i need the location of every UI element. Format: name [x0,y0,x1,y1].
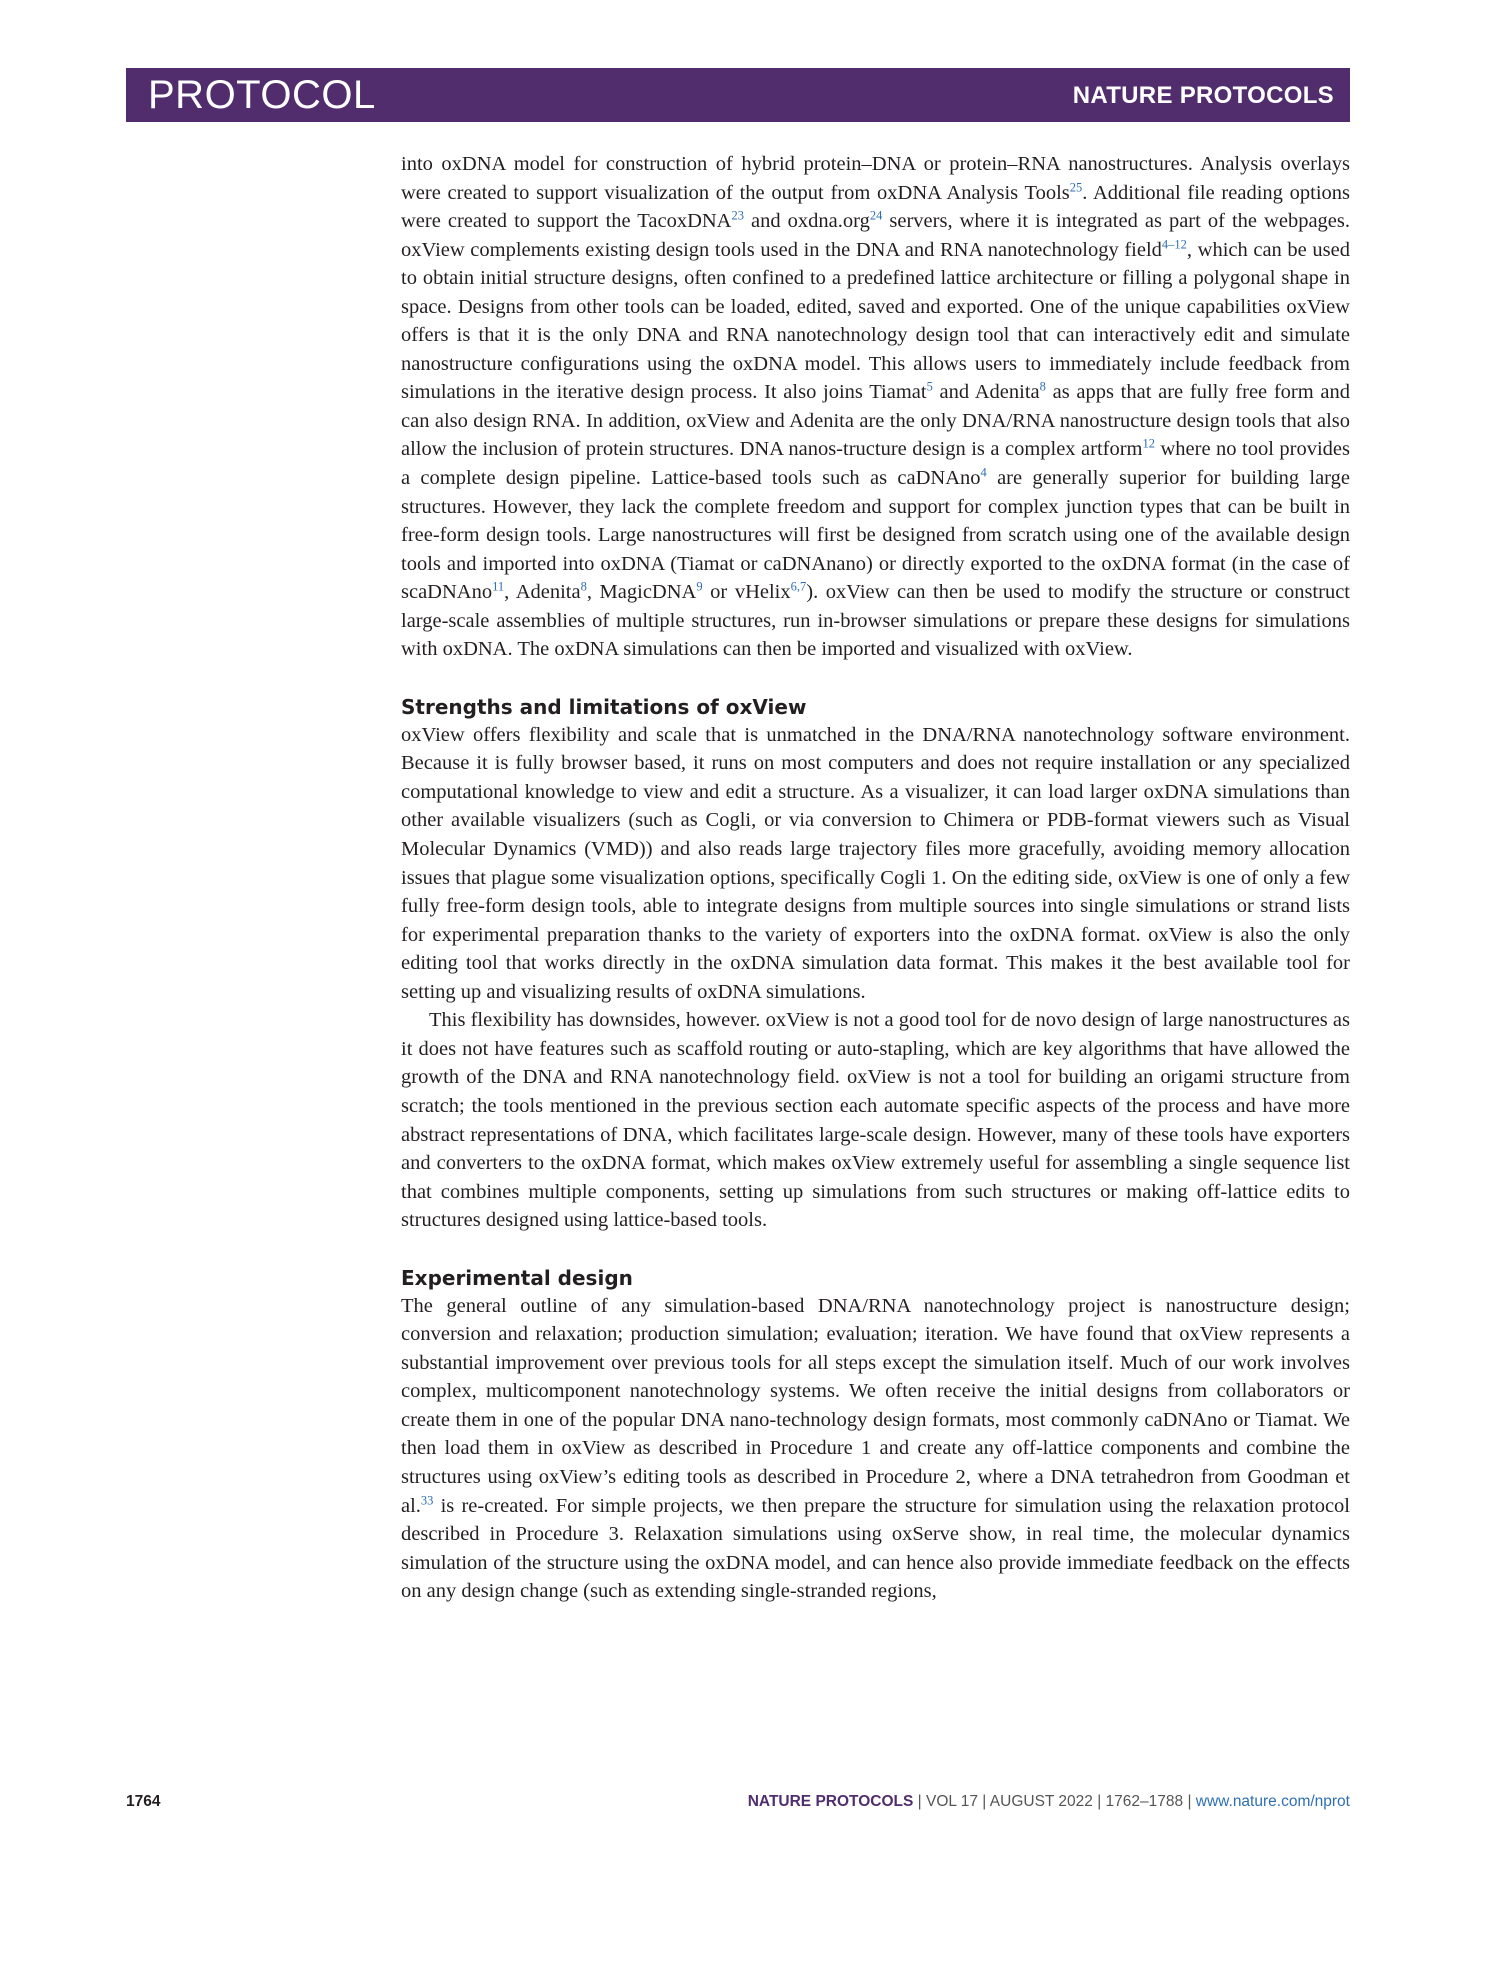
strengths-paragraph-2: This flexibility has downsides, however. oxView is not a good tool for de novo design of large nanostructures as it does not have features such as scaffold routing or auto-stapling, which are key algorithms that have allowed the growth of the DNA and RNA nanotechnology field. oxView is not a tool for building an origami structure from scratch; the tools mentioned in the previous section each automate specific aspects of the process and have more abstract representations of DNA, which facilitates large-scale design. However, many of these tools have exporters and converters to the oxDNA format, which makes oxView extremely useful for assembling a single sequence list that combines multiple components, setting up simulations from such structures or making off-lattice edits to structures designed using lattice-based tools. [401,1009,1350,1232]
reference-citation[interactable]: 4–12 [1161,236,1187,251]
reference-citation[interactable]: 33 [420,1492,434,1507]
reference-citation[interactable]: 25 [1069,179,1083,194]
reference-citation[interactable]: 9 [696,579,703,594]
citation-line [748,1793,1350,1811]
reference-citation[interactable]: 23 [731,208,744,223]
journal-name-header: NATURE PROTOCOLS [1072,82,1334,109]
text-run: , which can be used to obtain initial structure designs, often confined to a predefined lattice architecture or filling a polygonal shape in space. Designs from other tools can be loaded, edited, saved and exported. One of the unique capabilities oxView offers is that it is the only DNA and RNA nanotechnology design tool that can interactively edit and simulate nanostructure configurations using the oxDNA model. This allows users to immediately include feedback from simulations in the iterative design process. It also joins Tiamat [401,238,1350,404]
reference-citation[interactable]: 24 [869,208,883,223]
text-run: . Additional file reading options were created to support the TacoxDNA [401,181,1350,233]
text-run: servers, where it is integrated as part of the webpages. oxView complements existing design tools used in the DNA and RNA nanotechnology field [401,210,1351,261]
section-label: PROTOCOL [148,73,376,117]
text-run: and Adenita [932,381,1040,404]
article-body [401,150,1350,1606]
page-number: 1764 [126,1793,161,1810]
reference-citation[interactable]: 11 [492,579,505,594]
experimental-design-heading: Experimental design [401,1265,633,1290]
text-run: where no tool provides a complete design pipeline. Lattice-​based tools such as caDNAno [401,438,1351,490]
reference-citation[interactable]: 8 [580,579,587,594]
issue-date: AUGUST 2022 [989,1793,1093,1810]
strengths-paragraph-1: oxView offers flexibility and scale that is unmatched in the DNA/RNA nanotechnology software environment. Because it is fully browser based, it runs on most computers and does not require installation or any specialized computational knowledge to view and edit a structure. As a visualizer, it can load larger oxDNA simulations than other available visualizers (such as Cogli, or via conversion to Chimera or PDB-format viewers such as Visual Molecular Dynamics (VMD)) and also reads large trajectory files more gracefully, avoiding memory allocation issues that plague some visualization options, specifically Cogli 1. On the editing side, oxView is one of only a few fully free-form design tools, able to integrate designs from multiple sources into single simulations or strand lists for experimental preparation thanks to the variety of exporters into the oxDNA format. oxView is also the only editing tool that works directly in the oxDNA simulation data format. This makes it the best available tool for setting up and visualizing results of oxDNA simulations. [401,723,1350,1003]
reference-citation[interactable]: 6,7 [790,579,807,594]
text-run: , MagicDNA [586,581,697,604]
journal-url-link[interactable]: www.nature.com/nprot [1195,1793,1350,1810]
text-run: into oxDNA model for construction of hybrid protein–DNA or protein–RNA nanostructures. Analysis overlays were created to support visualization of the output from oxDNA Analysis Tools [401,153,1350,204]
volume: VOL 17 [926,1793,978,1810]
text-run: or vHelix [702,581,791,604]
text-run: The general outline of any simulation-based DNA/RNA nanotechnology project is nanostructure design; conversion and relaxation; production simulation; evaluation; iteration. We have found that oxView represents a substantial improvement over previous tools for all steps except the simulation itself. Much of our work involves complex, multicomponent nanotechnology systems. We often receive the initial designs from collaborators or create them in one of the popular DNA nano-​technology design formats, most commonly caDNAno or Tiamat. We then load them in oxView as described in Procedure 1 and create any off-lattice components and combine the structures using oxView’s editing tools as described in Procedure 2, where a DNA tetrahedron from Goodman et al. [401,1294,1350,1517]
footer-journal-name: NATURE PROTOCOLS [747,1793,914,1810]
strengths-heading: Strengths and limitations of oxView [401,694,807,719]
text-run: are generally superior for building large structures. However, they lack the complete freedom and support for complex junction types that can be built in free-form design tools. Large nanostructures will first be designed from scratch using one of the available design tools and imported into oxDNA (Tiamat or caDNAnano) or directly exported to the oxDNA format (in the case of scaDNAno [401,467,1350,604]
text-run: is re-created. For simple projects, we then prepare the structure for simulation using the relaxation protocol described in Procedure 3. Relaxation simulations using oxServe show, in real time, the molecular dynamics simulation of the structure using the oxDNA model, and can hence also provide immediate feedback on the effects on any design change (such as extending single-stranded regions, [401,1494,1350,1603]
separator: | [913,1793,926,1810]
text-run: ). oxView can then be used to modify the structure or construct large-scale assemblies of multiple structures, run in-browser simulations or prepare these designs for simulations with oxDNA. The oxDNA simulations can then be imported and visualized with oxView. [401,581,1350,661]
page-footer [126,1793,1350,1817]
reference-citation[interactable]: 8 [1039,379,1046,394]
separator: | [978,1793,990,1810]
text-run: and oxdna.org [744,210,870,233]
reference-citation[interactable]: 12 [1142,436,1156,451]
page-range: 1762–1788 [1105,1793,1184,1810]
intro-paragraph [401,150,1350,664]
reference-citation[interactable]: 5 [926,379,933,394]
reference-citation[interactable]: 4 [980,465,987,480]
separator: | [1092,1793,1106,1810]
separator: | [1183,1793,1196,1810]
journal-header-bar [126,68,1350,122]
text-run: , Adenita [504,581,581,604]
text-run: as apps that are fully free form and can also design RNA. In addition, oxView and Adenita are the only DNA/​RNA nanostructure design tools that also allow the inclusion of protein structures. DNA nanos-​tructure design is a complex artform [401,381,1351,461]
experimental-design-paragraph [401,1292,1350,1606]
